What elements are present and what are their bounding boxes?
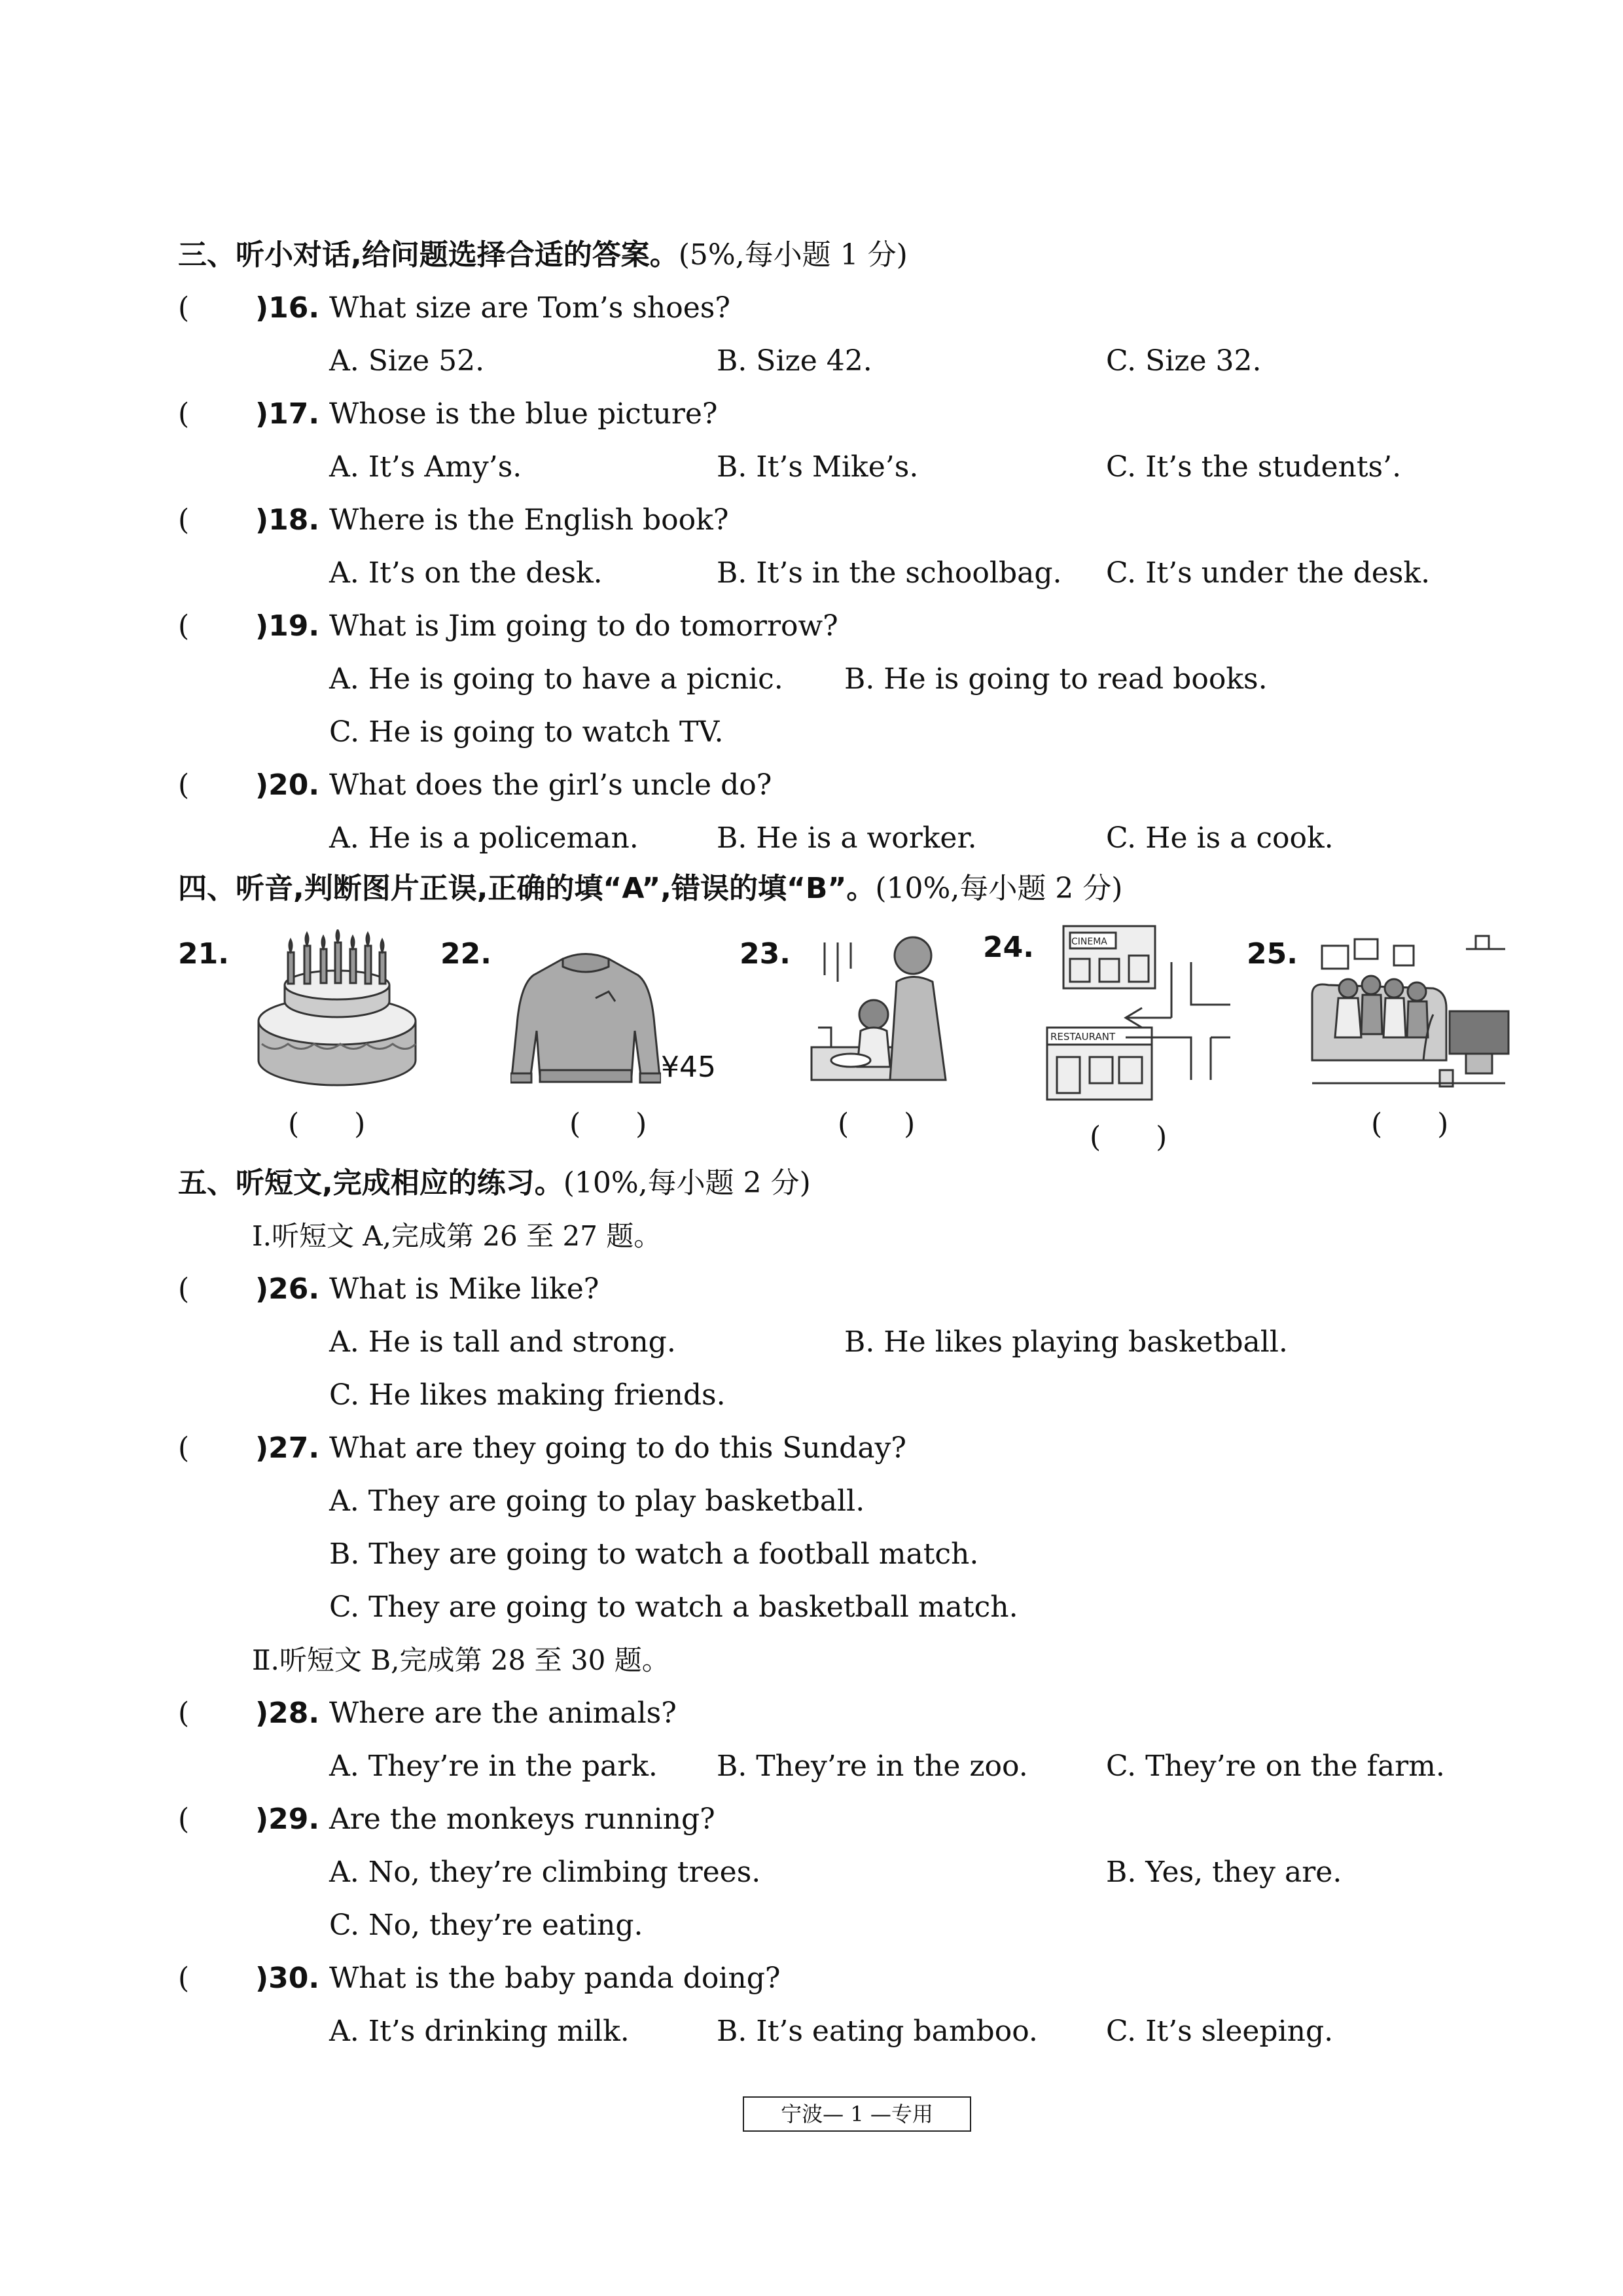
part-b-instruction: Ⅱ.听短文 B,完成第 28 至 30 题。 [252, 1644, 669, 1676]
section-4-title: 四、听音,判断图片正误,正确的填“A”,错误的填“B”。 [178, 872, 876, 905]
picture-number: 22. [440, 937, 491, 971]
question-number: )16. [255, 291, 320, 325]
option-c: C. They’re on the farm. [1106, 1749, 1445, 1783]
answer-paren[interactable]: ( [178, 397, 190, 431]
option-b: B. It’s Mike’s. [717, 450, 919, 484]
washing-dishes-image [805, 929, 962, 1086]
option-c: C. It’s sleeping. [1106, 2015, 1334, 2048]
picture-number: 23. [740, 937, 791, 971]
question-text: What is Jim going to do tomorrow? [329, 609, 838, 643]
section-4-heading [178, 870, 1122, 907]
option-c: C. Size 32. [1106, 344, 1262, 378]
answer-paren[interactable]: ( [178, 1272, 190, 1306]
option-b: B. He likes playing basketball. [844, 1325, 1288, 1359]
section-4-note: (10%,每小题 2 分) [875, 872, 1123, 905]
part-a-instruction: Ⅰ.听短文 A,完成第 26 至 27 题。 [252, 1220, 662, 1252]
question-text: What is Mike like? [329, 1272, 599, 1306]
cinema-sign: CINEMA [1071, 937, 1107, 947]
picture-number: 21. [178, 937, 229, 971]
answer-blank-25[interactable]: ( ) [1371, 1107, 1449, 1141]
sweater-image [510, 946, 661, 1096]
option-a: A. He is going to have a picnic. [329, 662, 783, 696]
option-a: A. He is a policeman. [329, 821, 639, 855]
question-text: Are the monkeys running? [329, 1803, 715, 1836]
option-c: C. It’s the students’. [1106, 450, 1402, 484]
question-text: What is the baby panda doing? [329, 1962, 781, 1995]
answer-blank-22[interactable]: ( ) [569, 1107, 647, 1141]
question-text: Whose is the blue picture? [329, 397, 718, 431]
picture-number: 24. [983, 931, 1034, 964]
option-a: A. They are going to play basketball. [329, 1484, 865, 1518]
question-number: )30. [255, 1962, 320, 1995]
option-b: B. They are going to watch a football match. [329, 1537, 979, 1571]
question-text: Where are the animals? [329, 1696, 677, 1730]
option-b: B. He is going to read books. [844, 662, 1268, 696]
option-a: A. They’re in the park. [329, 1749, 658, 1783]
question-number: )19. [255, 609, 320, 643]
option-c: C. They are going to watch a basketball match. [329, 1590, 1018, 1624]
question-text: What does the girl’s uncle do? [329, 768, 772, 802]
question-number: )18. [255, 503, 320, 537]
option-b: B. It’s eating bamboo. [717, 2015, 1038, 2048]
option-a: A. It’s drinking milk. [329, 2015, 630, 2048]
question-number: )28. [255, 1696, 320, 1730]
answer-paren[interactable]: ( [178, 1962, 190, 1995]
answer-paren[interactable]: ( [178, 1431, 190, 1465]
option-a: A. No, they’re climbing trees. [329, 1856, 761, 1889]
option-a: A. It’s Amy’s. [329, 450, 522, 484]
option-a: A. It’s on the desk. [329, 556, 603, 590]
option-a: A. Size 52. [329, 344, 485, 378]
option-a: A. He is tall and strong. [329, 1325, 676, 1359]
answer-blank-24[interactable]: ( ) [1090, 1121, 1168, 1154]
section-3-note: (5%,每小题 1 分) [678, 238, 908, 272]
answer-paren[interactable]: ( [178, 503, 190, 537]
restaurant-sign: RESTAURANT [1050, 1031, 1116, 1043]
option-c: C. He likes making friends. [329, 1378, 726, 1412]
option-c: C. He is a cook. [1106, 821, 1334, 855]
question-number: )20. [255, 768, 320, 802]
section-5-note: (10%,每小题 2 分) [563, 1166, 811, 1200]
question-number: )26. [255, 1272, 320, 1306]
section-3-title: 三、听小对话,给问题选择合适的答案。 [178, 238, 679, 272]
answer-paren[interactable]: ( [178, 768, 190, 802]
answer-paren[interactable]: ( [178, 291, 190, 325]
option-c: C. He is going to watch TV. [329, 715, 724, 749]
price-tag: ¥45 [661, 1050, 716, 1084]
question-text: What size are Tom’s shoes? [329, 291, 730, 325]
option-b: B. Yes, they are. [1106, 1856, 1342, 1889]
answer-blank-23[interactable]: ( ) [838, 1107, 916, 1141]
option-c: C. It’s under the desk. [1106, 556, 1431, 590]
answer-blank-21[interactable]: ( ) [288, 1107, 366, 1141]
birthday-cake-image [249, 929, 425, 1093]
section-5-title: 五、听短文,完成相应的练习。 [178, 1166, 563, 1200]
question-number: )29. [255, 1803, 320, 1836]
option-b: B. They’re in the zoo. [717, 1749, 1028, 1783]
option-b: B. He is a worker. [717, 821, 977, 855]
section-5-heading [178, 1165, 811, 1202]
picture-number: 25. [1247, 937, 1298, 971]
section-3-heading [178, 237, 908, 274]
page-footer: 宁波— 1 —专用 [743, 2096, 971, 2132]
option-b: B. It’s in the schoolbag. [717, 556, 1062, 590]
question-text: What are they going to do this Sunday? [329, 1431, 906, 1465]
answer-paren[interactable]: ( [178, 1803, 190, 1836]
answer-paren[interactable]: ( [178, 1696, 190, 1730]
option-b: B. Size 42. [717, 344, 872, 378]
street-map-image [1044, 923, 1240, 1113]
answer-paren[interactable]: ( [178, 609, 190, 643]
option-c: C. No, they’re eating. [329, 1909, 643, 1942]
question-number: )27. [255, 1431, 320, 1465]
question-text: Where is the English book? [329, 503, 729, 537]
family-tv-image [1309, 929, 1512, 1093]
question-number: )17. [255, 397, 320, 431]
